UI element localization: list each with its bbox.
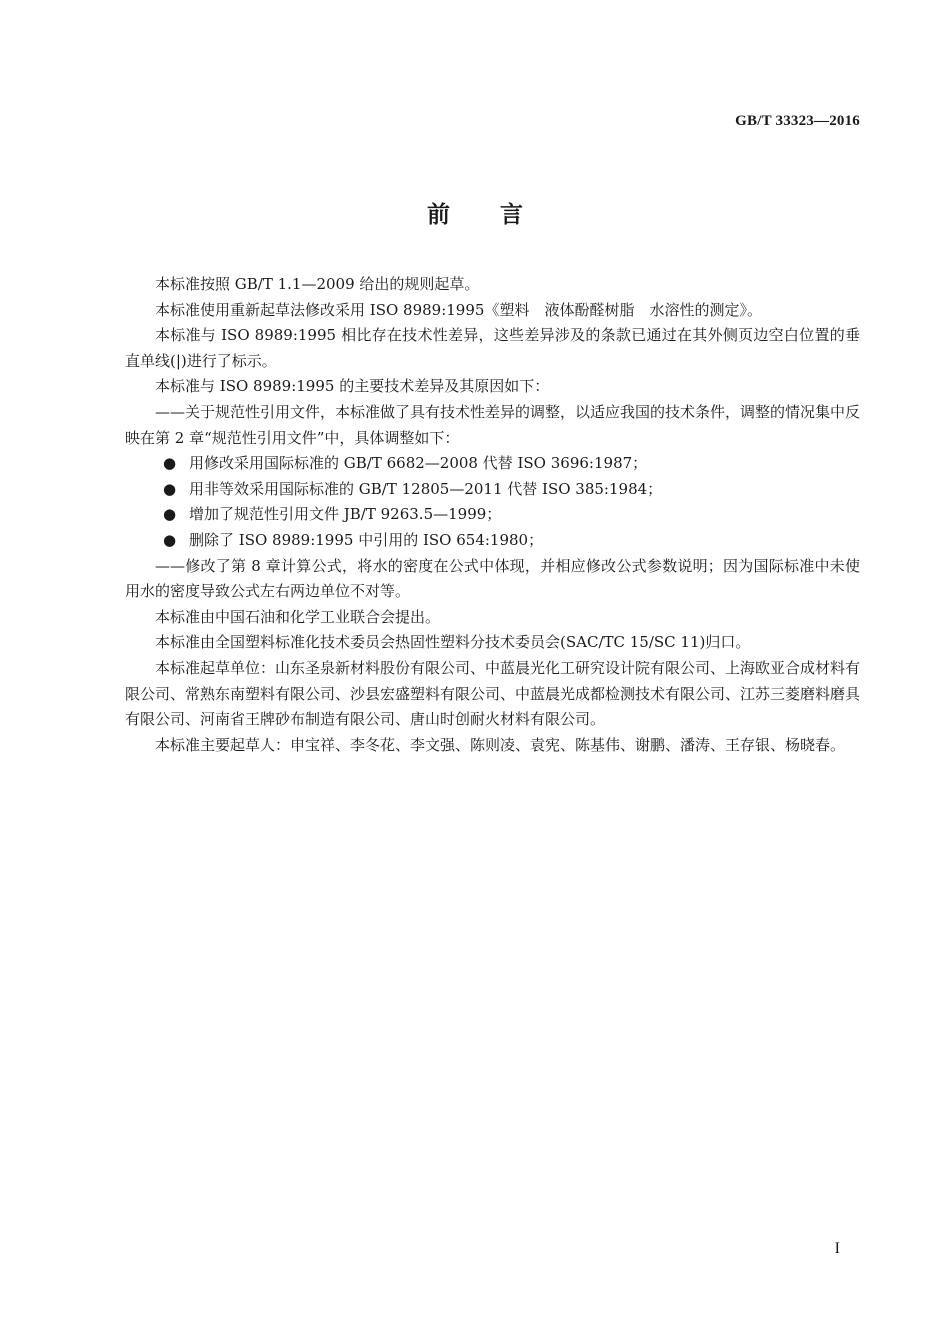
paragraph-main-differences: 本标准与 ISO 8989:1995 的主要技术差异及其原因如下： [155, 377, 550, 396]
paragraph-under-jurisdiction: 本标准由全国塑料标准化技术委员会热固性塑料分技术委员会(SAC/TC 15/SC 11)归口。 [155, 633, 751, 652]
paragraph-proposed-by: 本标准由中国石油和化学工业联合会提出。 [155, 607, 441, 626]
bullet-icon: ● [163, 479, 177, 498]
bullet-item [125, 451, 860, 477]
paragraph-adoption-method: 本标准使用重新起草法修改采用 ISO 8989:1995《塑料 液体酚醛树脂 水溶性的测定》。 [155, 300, 762, 319]
paragraph-drafting-organizations: 本标准起草单位：山东圣泉新材料股份有限公司、中蓝晨光化工研究设计院有限公司、上海欧亚合成材料有限公司、常熟东南塑料有限公司、沙县宏盛塑料有限公司、中蓝晨光成都检测技术有限公司、江苏三菱磨料磨具有限公司、河南省王牌砂布制造有限公司、唐山时创耐火材料有限公司。 [125, 658, 861, 729]
page-number: I [834, 1240, 840, 1257]
paragraph-technical-differences: 本标准与 ISO 8989:1995 相比存在技术性差异，这些差异涉及的条款已通过在其外侧页边空白位置的垂直单线(|)进行了标示。 [125, 326, 860, 370]
paragraph-main-drafters: 本标准主要起草人：申宝祥、李冬花、李文强、陈则凌、袁宪、陈基伟、谢鹏、潘涛、王存银、杨晓春。 [155, 735, 846, 754]
bullet-item [125, 502, 860, 528]
standard-code: GB/T 33323—2016 [735, 113, 860, 129]
bullet-text: 删除了 ISO 8989:1995 中引用的 ISO 654:1980； [189, 530, 544, 549]
page-title: 前言 [427, 202, 573, 228]
bullet-text: 用修改采用国际标准的 GB/T 6682—2008 代替 ISO 3696:1987； [189, 454, 648, 473]
bullet-text: 用非等效采用国际标准的 GB/T 12805—2011 代替 ISO 385:1984； [189, 479, 663, 498]
dash-item-formula-change: ——修改了第 8 章计算公式，将水的密度在公式中体现，并相应修改公式参数说明；因为国际标准中未使用水的密度导致公式左右两边单位不对等。 [125, 556, 860, 601]
foreword-content [125, 272, 860, 758]
bullet-icon: ● [163, 505, 177, 524]
bullet-icon: ● [163, 454, 177, 473]
bullet-item [125, 477, 860, 503]
bullet-item [125, 528, 860, 554]
bullet-text: 增加了规范性引用文件 JB/T 9263.5—1999； [189, 505, 502, 524]
paragraph-drafting-rules: 本标准按照 GB/T 1.1—2009 给出的规则起草。 [155, 275, 480, 293]
dash-item-normative-references: ——关于规范性引用文件，本标准做了具有技术性差异的调整，以适应我国的技术条件，调整的情况集中反映在第 2 章“规范性引用文件”中，具体调整如下： [125, 402, 861, 447]
bullet-icon: ● [163, 530, 177, 549]
